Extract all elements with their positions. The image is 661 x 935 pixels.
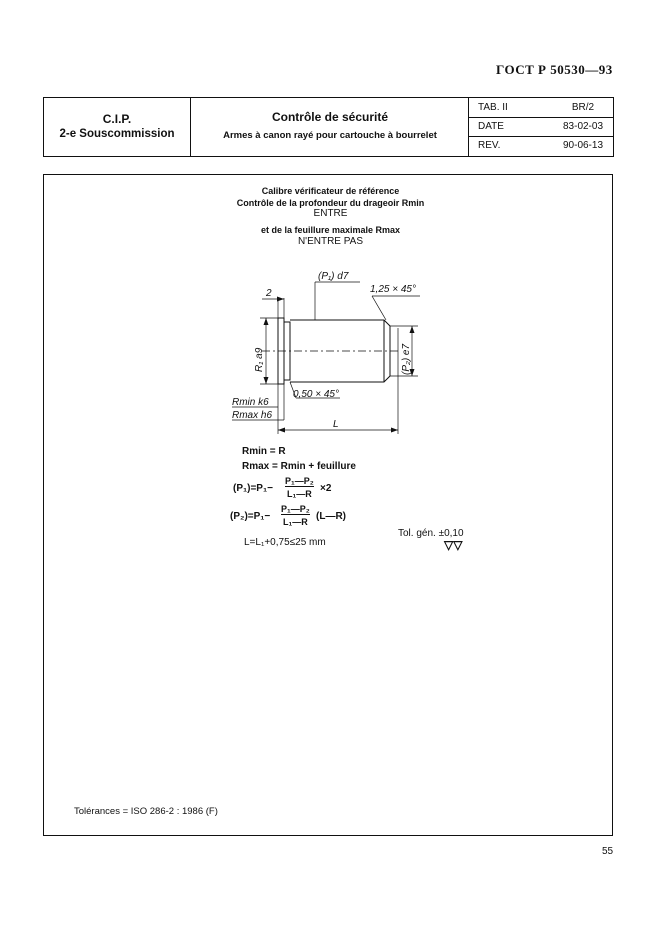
surface-finish-symbol: ▽▽ [444, 538, 463, 552]
arrow [410, 326, 415, 333]
org-name: C.I.P. [102, 112, 132, 126]
page-number: 55 [602, 846, 614, 857]
meta-value-date: 83-02-03 [562, 121, 604, 132]
label-chamfer-top: 1,25 × 45° [370, 284, 416, 295]
formula-rmax: Rmax = Rmin + feuillure [242, 461, 356, 472]
arrow [278, 428, 285, 433]
tolerances-note: Tolérances = ISO 286-2 : 1986 (F) [74, 806, 218, 817]
label-2: 2 [266, 288, 272, 299]
meta-label-date: DATE [478, 121, 504, 132]
caption-line-3: ENTRE [313, 208, 348, 219]
label-rmin: Rmin k6 [232, 397, 269, 408]
formula-p2-den: L₁—R [283, 517, 308, 527]
label-p2: (P₂) e7 [401, 343, 412, 375]
arrow [277, 297, 284, 302]
formula-p2-right: (L—R) [316, 511, 346, 522]
label-p1: (P₁) d7 [318, 271, 349, 282]
arrow [391, 428, 398, 433]
meta-value-rev: 90-06-13 [562, 140, 604, 151]
label-r1: R₁ a9 [254, 347, 265, 372]
caption-line-1: Calibre vérificateur de référence [261, 186, 400, 196]
formula-p1-right: ×2 [320, 483, 332, 494]
label-rmax: Rmax h6 [232, 410, 273, 421]
meta-label-rev: REV. [478, 140, 501, 151]
formula-rmin: Rmin = R [242, 446, 286, 457]
arrow [264, 377, 269, 384]
leader-chamfer-top-diag [372, 296, 386, 320]
formula-p2-left: (P₂)=P₁− [230, 511, 271, 522]
caption-line-2: Contrôle de la profondeur du drageoir Rmin [236, 198, 425, 208]
label-l: L [333, 419, 339, 430]
formula-p1-num: P₁—P₂ [285, 476, 314, 486]
label-chamfer-bottom: 0,50 × 45° [293, 389, 339, 400]
subcommission: 2-e Souscommission [59, 128, 175, 140]
meta-value-tab: BR/2 [571, 102, 595, 113]
arrow [264, 318, 269, 325]
meta-label-tab: TAB. II [478, 102, 508, 113]
standard-code: ГОСТ Р 50530—93 [496, 62, 613, 77]
doc-title: Contrôle de sécurité [271, 110, 389, 124]
tolerance-general: Tol. gén. ±0,10 [398, 528, 464, 539]
formula-p1-den: L₁—R [287, 489, 312, 499]
caption-line-4: et de la feuillure maximale Rmax [260, 225, 401, 235]
formula-p1-left: (P₁)=P₁− [233, 483, 273, 494]
caption-line-5: N'ENTRE PAS [297, 236, 364, 247]
doc-subtitle: Armes à canon rayé pour cartouche à bourrelet [223, 130, 437, 141]
formula-l: L=L₁+0,75≤25 mm [244, 537, 326, 548]
formula-p2-num: P₁—P₂ [281, 504, 310, 514]
